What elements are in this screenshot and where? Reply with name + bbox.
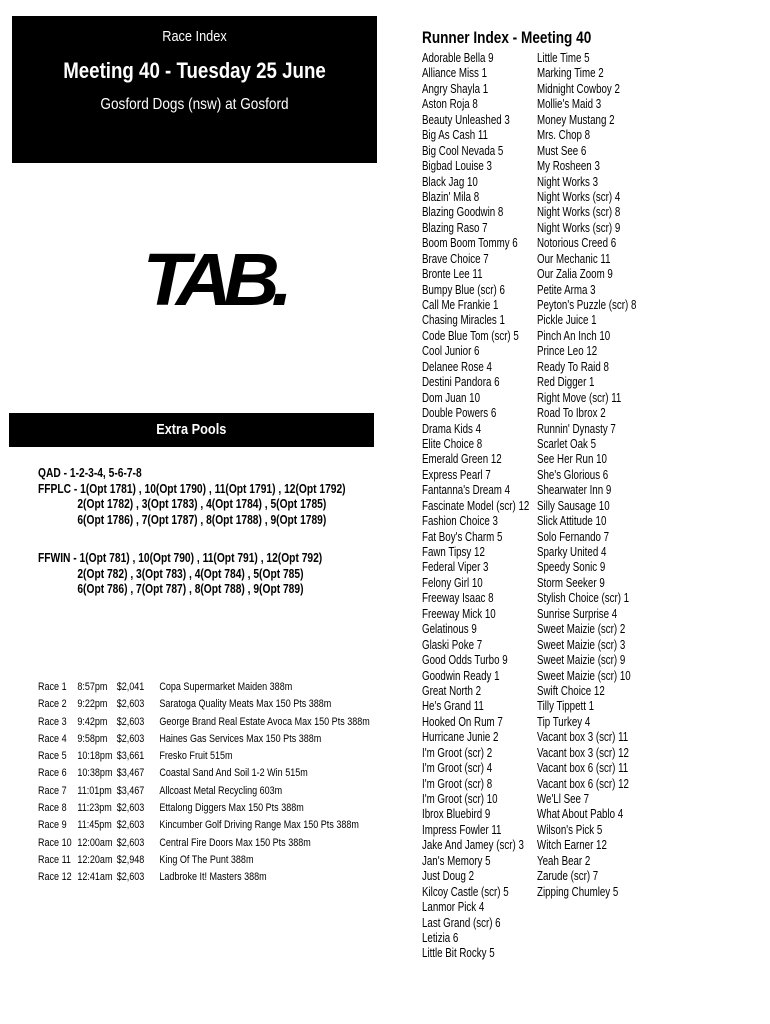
- runner-entry: Glaski Poke 7: [422, 637, 483, 652]
- runner-entry: Our Mechanic 11: [537, 251, 611, 266]
- race-number: Race 11: [38, 853, 71, 866]
- runner-entry: Red Digger 1: [537, 375, 595, 390]
- race-prize: $3,467: [116, 784, 145, 797]
- race-list: [38, 679, 370, 887]
- runner-entry: Silly Sausage 10: [537, 498, 610, 513]
- runner-entry: Vacant box 3 (scr) 12: [537, 745, 629, 760]
- runner-entry: Code Blue Tom (scr) 5: [422, 328, 519, 343]
- runner-entry: Jake And Jamey (scr) 3: [422, 838, 524, 853]
- runner-entry: Speedy Sonic 9: [537, 560, 606, 575]
- race-time: 9:22pm: [77, 698, 108, 711]
- runner-entry: Solo Fernando 7: [537, 529, 610, 544]
- runner-entry: Dom Juan 10: [422, 390, 481, 405]
- race-row: [38, 731, 370, 748]
- runner-entry: Lanmor Pick 4: [422, 900, 485, 915]
- runner-entry: Night Works (scr) 9: [537, 220, 621, 235]
- runner-entry: Vacant box 6 (scr) 11: [537, 761, 629, 776]
- race-number: Race 4: [38, 732, 67, 745]
- runner-entry: Storm Seeker 9: [537, 575, 605, 590]
- runner-entry: Beauty Unleashed 3: [422, 112, 510, 127]
- runner-entry: See Her Run 10: [537, 452, 607, 467]
- race-number: Race 7: [38, 784, 67, 797]
- runner-entry: Vacant box 3 (scr) 11: [537, 730, 629, 745]
- pool-line: FFWIN - 1(Opt 781) , 10(Opt 790) , 11(Opt 791) , 12(Opt 792): [38, 551, 323, 565]
- runner-entry: Chasing Miracles 1: [422, 313, 505, 328]
- runner-entry: I'm Groot (scr) 4: [422, 761, 493, 776]
- runner-entry: Pinch An Inch 10: [537, 328, 611, 343]
- runner-entry: Big As Cash 11: [422, 128, 488, 143]
- runner-entry: Night Works (scr) 8: [537, 205, 621, 220]
- runner-index-title: Runner Index - Meeting 40: [422, 28, 592, 47]
- runner-entry: Boom Boom Tommy 6: [422, 236, 518, 251]
- runner-entry: She's Glorious 6: [537, 467, 609, 482]
- runner-column-1: [422, 51, 529, 962]
- race-number: Race 9: [38, 819, 67, 832]
- runner-entry: I'm Groot (scr) 10: [422, 792, 498, 806]
- runner-entry: Sweet Maizie (scr) 10: [537, 668, 631, 683]
- runner-entry: Express Pearl 7: [422, 467, 491, 482]
- race-number: Race 12: [38, 871, 72, 884]
- runner-entry: My Rosheen 3: [537, 159, 600, 174]
- race-name: King Of The Punt 388m: [159, 853, 254, 866]
- race-name: Copa Supermarket Maiden 388m: [159, 681, 293, 693]
- extra-pools-list: [38, 466, 346, 598]
- race-number: Race 2: [38, 698, 67, 711]
- runner-entry: Impress Fowler 11: [422, 822, 502, 837]
- race-row: [38, 765, 370, 782]
- race-number: Race 1: [38, 681, 67, 693]
- runner-entry: Hooked On Rum 7: [422, 714, 503, 729]
- race-number: Race 10: [38, 836, 72, 849]
- runner-entry: Petite Arma 3: [537, 282, 596, 297]
- race-number: Race 3: [38, 715, 67, 728]
- tab-logo: TAB.: [142, 238, 285, 321]
- runner-entry: Our Zalia Zoom 9: [537, 267, 613, 282]
- race-number: Race 6: [38, 767, 67, 780]
- runner-entry: Stylish Choice (scr) 1: [537, 591, 630, 606]
- runner-entry: Runnin' Dynasty 7: [537, 421, 616, 436]
- race-name: Fresko Fruit 515m: [159, 750, 233, 763]
- runner-entry: Swift Choice 12: [537, 683, 605, 698]
- runner-entry: Night Works (scr) 4: [537, 189, 621, 204]
- race-name: Ettalong Diggers Max 150 Pts 388m: [159, 802, 304, 815]
- runner-entry: Fascinate Model (scr) 12: [422, 498, 530, 513]
- meeting-header-box: [12, 16, 377, 163]
- race-time: 9:42pm: [77, 715, 108, 728]
- runner-entry: Aston Roja 8: [422, 97, 478, 112]
- race-prize: $2,041: [116, 681, 145, 693]
- runner-entry: Blazing Raso 7: [422, 220, 488, 235]
- race-row: [38, 835, 370, 852]
- runner-entry: Sunrise Surprise 4: [537, 606, 618, 621]
- race-prize: $3,661: [116, 750, 145, 763]
- runner-entry: Last Grand (scr) 6: [422, 915, 501, 930]
- race-time: 12:41am: [77, 871, 113, 884]
- runner-entry: Fawn Tipsy 12: [422, 545, 485, 559]
- race-row: [38, 714, 370, 731]
- runner-entry: Shearwater Inn 9: [537, 483, 612, 498]
- runner-entry: Letizia 6: [422, 930, 459, 945]
- runner-entry: Fashion Choice 3: [422, 514, 498, 529]
- runner-entry: Blazin' Mila 8: [422, 189, 480, 204]
- runner-entry: Little Bit Rocky 5: [422, 946, 495, 961]
- race-prize: $2,603: [116, 802, 145, 815]
- runner-entry: We'Ll See 7: [537, 792, 590, 806]
- runner-entry: Fat Boy's Charm 5: [422, 529, 503, 544]
- race-number: Race 5: [38, 750, 67, 763]
- race-time: 11:01pm: [77, 784, 112, 797]
- runner-entry: Destini Pandora 6: [422, 375, 500, 390]
- race-row: [38, 852, 370, 869]
- runner-entry: Prince Leo 12: [537, 344, 598, 359]
- runner-column-2: [537, 51, 636, 900]
- race-time: 12:20am: [77, 853, 113, 866]
- race-prize: $2,948: [116, 853, 145, 866]
- race-index-label: Race Index: [162, 28, 227, 45]
- runner-entry: Sparky United 4: [537, 545, 607, 559]
- race-row: [38, 679, 370, 696]
- runner-entry: Right Move (scr) 11: [537, 390, 622, 405]
- race-prize: $2,603: [116, 836, 145, 849]
- runner-entry: Goodwin Ready 1: [422, 668, 500, 683]
- runner-entry: Scarlet Oak 5: [537, 436, 597, 451]
- race-prize: $2,603: [116, 715, 145, 728]
- race-time: 11:23pm: [77, 802, 112, 815]
- runner-entry: Cool Junior 6: [422, 344, 480, 359]
- runner-entry: Ready To Raid 8: [537, 359, 609, 374]
- race-name: Saratoga Quality Meats Max 150 Pts 388m: [159, 698, 332, 711]
- race-name: Coastal Sand And Soil 1-2 Win 515m: [159, 767, 308, 780]
- runner-entry: Must See 6: [537, 143, 587, 158]
- runner-entry: Bumpy Blue (scr) 6: [422, 282, 505, 297]
- race-time: 12:00am: [77, 836, 113, 849]
- race-row: [38, 800, 370, 817]
- runner-entry: Freeway Isaac 8: [422, 591, 494, 606]
- pool-line: 6(Opt 786) , 7(Opt 787) , 8(Opt 788) , 9(Opt 789): [77, 582, 304, 596]
- runner-entry: Fantanna's Dream 4: [422, 483, 511, 498]
- runner-entry: What About Pablo 4: [537, 807, 624, 822]
- runner-entry: Adorable Bella 9: [422, 51, 494, 65]
- race-time: 10:38pm: [77, 767, 113, 780]
- race-time: 11:45pm: [77, 819, 112, 832]
- runner-entry: Midnight Cowboy 2: [537, 81, 620, 96]
- runner-entry: Good Odds Turbo 9: [422, 653, 508, 668]
- race-name: Kincumber Golf Driving Range Max 150 Pts 388m: [159, 819, 359, 832]
- runner-entry: Kilcoy Castle (scr) 5: [422, 884, 509, 899]
- runner-entry: Black Jag 10: [422, 174, 478, 189]
- runner-entry: Just Doug 2: [422, 869, 475, 884]
- runner-entry: Hurricane Junie 2: [422, 730, 499, 745]
- runner-entry: Federal Viper 3: [422, 560, 489, 575]
- runner-entry: Delanee Rose 4: [422, 359, 492, 374]
- race-number: Race 8: [38, 802, 67, 815]
- runner-entry: Big Cool Nevada 5: [422, 143, 504, 158]
- race-name: Allcoast Metal Recycling 603m: [159, 784, 283, 797]
- runner-entry: Angry Shayla 1: [422, 81, 489, 96]
- race-name: Haines Gas Services Max 150 Pts 388m: [159, 732, 322, 745]
- pool-line: 6(Opt 1786) , 7(Opt 1787) , 8(Opt 1788) , 9(Opt 1789): [77, 512, 327, 527]
- runner-entry: Marking Time 2: [537, 66, 604, 81]
- runner-entry: Elite Choice 8: [422, 436, 483, 451]
- runner-entry: I'm Groot (scr) 8: [422, 776, 493, 791]
- venue-label: Gosford Dogs (nsw) at Gosford: [100, 96, 289, 113]
- runner-entry: Felony Girl 10: [422, 575, 483, 590]
- runner-entry: Jan's Memory 5: [422, 853, 491, 868]
- meeting-title: Meeting 40 - Tuesday 25 June: [63, 58, 326, 83]
- runner-entry: Notorious Creed 6: [537, 236, 617, 251]
- runner-entry: Money Mustang 2: [537, 112, 615, 127]
- pool-line: FFPLC - 1(Opt 1781) , 10(Opt 1790) , 11(Opt 1791) , 12(Opt 1792): [38, 481, 346, 496]
- race-prize: $2,603: [116, 698, 145, 711]
- runner-entry: I'm Groot (scr) 2: [422, 745, 493, 760]
- race-name: George Brand Real Estate Avoca Max 150 Pts 388m: [159, 715, 370, 728]
- race-row: [38, 817, 370, 834]
- race-row: [38, 696, 370, 713]
- runner-entry: Tilly Tippett 1: [537, 699, 595, 714]
- race-time: 8:57pm: [77, 681, 108, 693]
- extra-pools-header: [9, 413, 374, 447]
- runner-entry: Sweet Maizie (scr) 9: [537, 653, 626, 668]
- runner-entry: Drama Kids 4: [422, 421, 482, 436]
- runner-entry: Zipping Chumley 5: [537, 884, 619, 899]
- runner-entry: Peyton's Puzzle (scr) 8: [537, 298, 637, 312]
- pool-line: 2(Opt 1782) , 3(Opt 1783) , 4(Opt 1784) , 5(Opt 1785): [77, 497, 327, 511]
- runner-entry: Bigbad Louise 3: [422, 159, 492, 174]
- race-name: Ladbroke It! Masters 388m: [159, 871, 267, 884]
- race-row: [38, 748, 370, 765]
- runner-entry: Sweet Maizie (scr) 3: [537, 637, 626, 652]
- runner-entry: He's Grand 11: [422, 699, 484, 714]
- runner-entry: Blazing Goodwin 8: [422, 205, 504, 220]
- runner-entry: Zarude (scr) 7: [537, 869, 599, 884]
- runner-entry: Yeah Bear 2: [537, 853, 591, 868]
- runner-entry: Emerald Green 12: [422, 452, 502, 467]
- runner-entry: Great North 2: [422, 683, 482, 698]
- runner-entry: Brave Choice 7: [422, 251, 489, 266]
- runner-entry: Pickle Juice 1: [537, 313, 597, 328]
- runner-entry: Night Works 3: [537, 174, 599, 189]
- runner-entry: Little Time 5: [537, 51, 590, 65]
- race-row: [38, 783, 370, 800]
- race-row: [38, 869, 370, 886]
- race-prize: $3,467: [116, 767, 145, 780]
- runner-entry: Mrs. Chop 8: [537, 128, 591, 143]
- race-time: 9:58pm: [77, 732, 108, 745]
- race-name: Central Fire Doors Max 150 Pts 388m: [159, 836, 311, 849]
- runner-entry: Ibrox Bluebird 9: [422, 807, 491, 822]
- runner-entry: Mollie's Maid 3: [537, 97, 602, 112]
- runner-entry: Sweet Maizie (scr) 2: [537, 622, 626, 637]
- runner-entry: Gelatinous 9: [422, 622, 477, 637]
- runner-entry: Tip Turkey 4: [537, 714, 591, 729]
- runner-entry: Bronte Lee 11: [422, 267, 483, 282]
- runner-entry: Alliance Miss 1: [422, 66, 488, 81]
- pool-line: 2(Opt 782) , 3(Opt 783) , 4(Opt 784) , 5(Opt 785): [77, 566, 304, 581]
- pool-line: QAD - 1-2-3-4, 5-6-7-8: [38, 466, 142, 480]
- runner-entry: Road To Ibrox 2: [537, 406, 606, 421]
- race-time: 10:18pm: [77, 750, 113, 763]
- runner-entry: Slick Attitude 10: [537, 514, 607, 529]
- race-prize: $2,603: [116, 819, 145, 832]
- race-prize: $2,603: [116, 732, 145, 745]
- runner-entry: Vacant box 6 (scr) 12: [537, 776, 629, 791]
- runner-entry: Double Powers 6: [422, 406, 497, 421]
- extra-pools-title: Extra Pools: [156, 421, 227, 438]
- runner-entry: Call Me Frankie 1: [422, 298, 499, 312]
- race-prize: $2,603: [116, 871, 145, 884]
- runner-entry: Freeway Mick 10: [422, 606, 496, 621]
- runner-entry: Witch Earner 12: [537, 838, 607, 853]
- runner-entry: Wilson's Pick 5: [537, 822, 603, 837]
